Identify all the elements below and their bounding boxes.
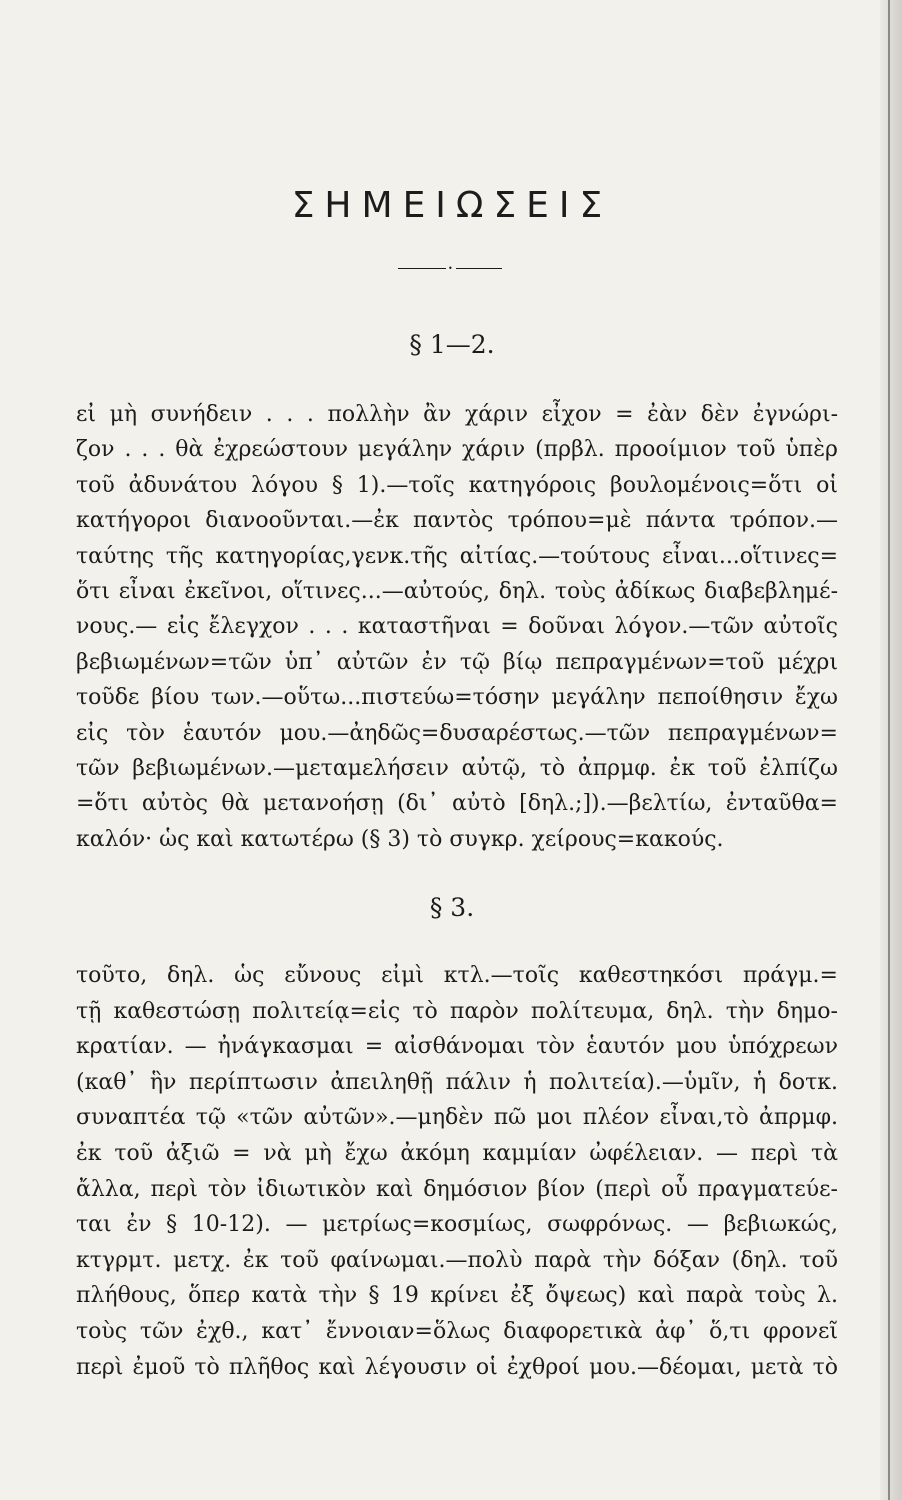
text-line: ται ἐν § 10-12). — μετρίως=κοσμίως, σωφρόνως. — βεβιωκώς, (76, 1212, 838, 1238)
ornament-rule-left (398, 268, 446, 269)
text-line: κατήγοροι διανοοῦνται.—ἐκ παντὸς τρόπου=μὲ πάντα τρόπον.— (76, 508, 838, 534)
section-heading: § 3. (429, 893, 475, 922)
text-line: περὶ ἐμοῦ τὸ πλῆθος καὶ λέγουσιν οἱ ἐχθροί μου.—δέομαι, μετὰ τὸ (76, 1354, 838, 1380)
section-heading: § 1—2. (409, 330, 495, 359)
title-ornament (398, 266, 502, 272)
text-line: τοῦδε βίου των.—οὕτω...πιστεύω=τόσην μεγάλην πεποίθησιν ἔχω (76, 685, 838, 711)
section-3-notes (76, 958, 838, 1385)
text-line: νους.— εἰς ἔλεγχον . . . καταστῆναι = δοῦναι λόγον.—τῶν αὐτοῖς (76, 614, 838, 640)
page-title: ΣΗΜΕΙΩΣΕΙΣ (291, 185, 613, 226)
text-line: βεβιωμένων=τῶν ὑπ᾽ αὐτῶν ἐν τῷ βίῳ πεπραγμένων=τοῦ μέχρι (76, 649, 838, 675)
page-edge-shadow-line (888, 0, 890, 1500)
text-line: κρατίαν. — ἠνάγκασμαι = αἰσθάνομαι τὸν ἑαυτόν μου ὑπόχρεων (76, 1034, 838, 1060)
text-line: τῇ καθεστώσῃ πολιτείᾳ=εἰς τὸ παρὸν πολίτευμα, δηλ. τὴν δημο- (76, 998, 838, 1024)
text-line: ἐκ τοῦ ἀξιῶ = νὰ μὴ ἔχω ἀκόμη καμμίαν ὠφέλειαν. — περὶ τὰ (76, 1140, 838, 1166)
text-line: ὅτι εἶναι ἐκεῖνοι, οἵτινες...—αὐτούς, δηλ. τοὺς ἀδίκως διαβεβλημέ- (76, 578, 838, 604)
text-line: ταύτης τῆς κατηγορίας,γενκ.τῆς αἰτίας.—τούτους εἶναι...οἵτινες= (76, 543, 838, 569)
text-line: εἰ μὴ συνήδειν . . . πολλὴν ἂν χάριν εἶχον = ἐὰν δὲν ἐγνώρι- (76, 402, 838, 427)
ornament-dot: • (448, 264, 453, 273)
text-line: τῶν βεβιωμένων.—μεταμελήσειν αὐτῷ, τὸ ἀπρμφ. ἐκ τοῦ ἐλπίζω (76, 755, 838, 781)
section-1-notes (76, 397, 838, 857)
text-line: τοῦ ἀδυνάτου λόγου § 1).—τοῖς κατηγόροις βουλομένοις=ὅτι οἱ (76, 472, 838, 498)
text-line: ζον . . . θὰ ἐχρεώστουν μεγάλην χάριν (πρβλ. προοίμιον τοῦ ὑπὲρ (76, 437, 838, 463)
text-line: =ὅτι αὐτὸς θὰ μετανοήσῃ (δι᾽ αὐτὸ [δηλ.;]).—βελτίω, ἐνταῦθα= (76, 791, 838, 817)
text-line: εἰς τὸν ἑαυτόν μου.—ἀηδῶς=δυσαρέστως.—τῶν πεπραγμένων= (76, 720, 838, 746)
text-line: τοὺς τῶν ἐχθ., κατ᾽ ἔννοιαν=ὅλως διαφορετικὰ ἀφ᾽ ὅ,τι φρονεῖ (76, 1318, 838, 1344)
text-line: ἄλλα, περὶ τὸν ἰδιωτικὸν καὶ δημόσιον βίον (περὶ οὗ πραγματεύε- (76, 1176, 838, 1202)
text-line: πλήθους, ὅπερ κατὰ τὴν § 19 κρίνει ἐξ ὄψεως) καὶ παρὰ τοὺς λ. (76, 1283, 838, 1309)
text-line: συναπτέα τῷ «τῶν αὐτῶν».—μηδὲν πῶ μοι πλέον εἶναι,τὸ ἀπρμφ. (76, 1105, 838, 1131)
text-line: τοῦτο, δηλ. ὡς εὔνους εἰμὶ κτλ.—τοῖς καθεστηκόσι πράγμ.= (76, 963, 838, 988)
text-line: καλόν· ὡς καὶ κατωτέρω (§ 3) τὸ συγκρ. χείρους=κακούς. (76, 826, 724, 852)
text-line: (καθ᾽ ἣν περίπτωσιν ἀπειληθῇ πάλιν ἡ πολιτεία).—ὑμῖν, ἡ δοτκ. (76, 1069, 838, 1095)
text-line: κτγρμτ. μετχ. ἐκ τοῦ φαίνωμαι.—πολὺ παρὰ τὴν δόξαν (δηλ. τοῦ (76, 1247, 838, 1273)
ornament-rule-right (456, 268, 502, 269)
adjacent-page-edge (880, 0, 902, 1500)
